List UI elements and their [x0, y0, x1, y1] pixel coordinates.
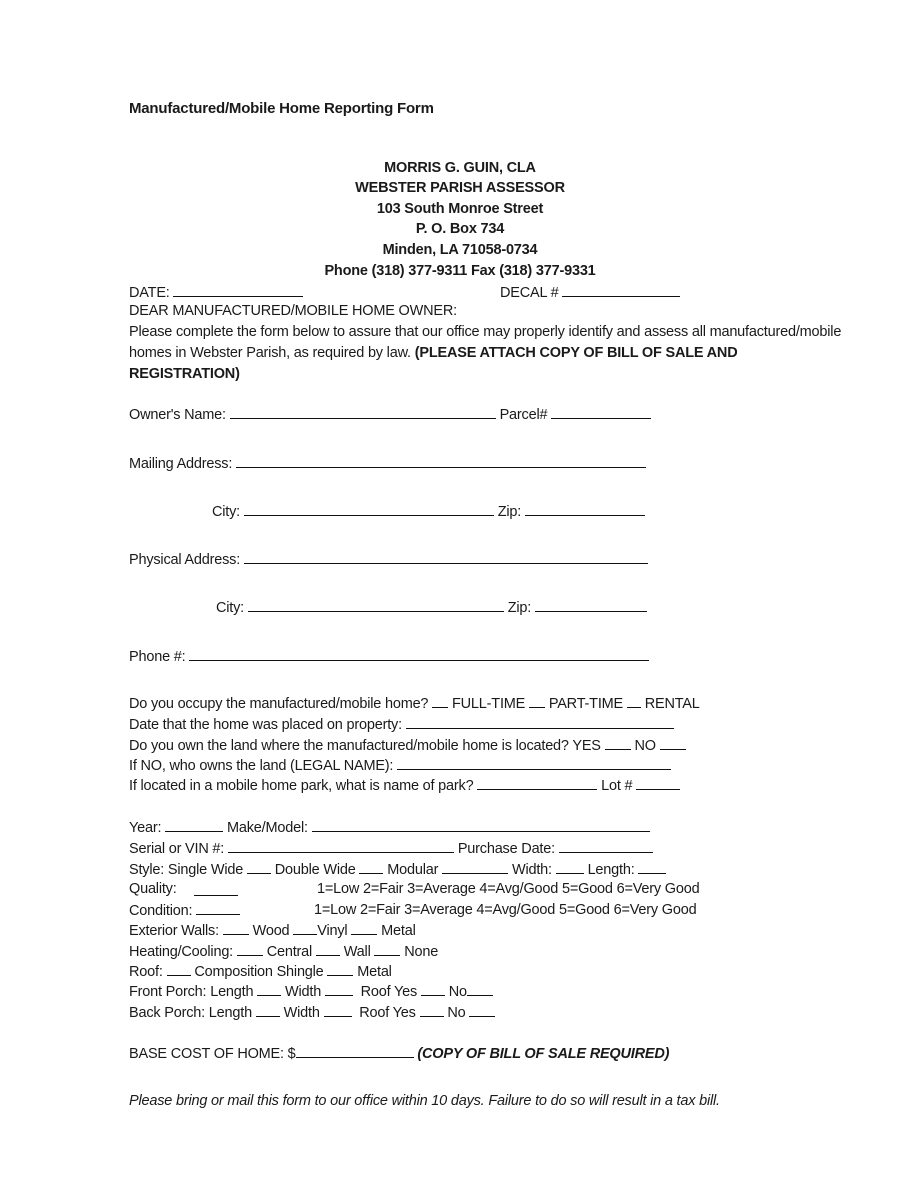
roof-label: Roof: [129, 964, 163, 980]
length-label: Length: [587, 862, 635, 878]
mailing-address-label: Mailing Address: [129, 456, 233, 472]
modular-field[interactable] [442, 860, 508, 874]
back-porch-no-field[interactable] [469, 1003, 495, 1017]
double-wide-field[interactable] [359, 860, 383, 874]
date-field[interactable] [173, 283, 303, 297]
parcel-field[interactable] [551, 405, 651, 419]
park-field[interactable] [477, 776, 597, 790]
composition-shingle-field[interactable] [167, 962, 191, 976]
condition-scale: 1=Low 2=Fair 3=Average 4=Avg/Good 5=Good 6=Very Good [314, 902, 697, 918]
style-single-wide-label: Style: Single Wide [129, 862, 244, 878]
intro-line-3: REGISTRATION) [129, 366, 240, 382]
form-title: Manufactured/Mobile Home Reporting Form [129, 100, 434, 117]
back-porch-length-label: Back Porch: Length [129, 1005, 252, 1021]
owners-name-row [129, 405, 651, 424]
back-porch-yes-field[interactable] [420, 1003, 444, 1017]
wood-label: Wood [252, 923, 290, 939]
base-cost-note: (COPY OF BILL OF SALE REQUIRED) [417, 1046, 670, 1062]
own-land-label: Do you own the land where the manufactured/mobile home is located? YES [129, 738, 601, 754]
back-porch-length-field[interactable] [256, 1003, 280, 1017]
mailing-zip-field[interactable] [525, 502, 645, 516]
year-field[interactable] [165, 818, 223, 832]
roof-metal-field[interactable] [327, 962, 353, 976]
physical-address-label: Physical Address: [129, 552, 241, 568]
own-land-yes-field[interactable] [605, 736, 631, 750]
office-city-state-zip: Minden, LA 71058-0734 [382, 242, 538, 258]
assessor-name: MORRIS G. GUIN, CLA [384, 160, 536, 176]
date-placed-field[interactable] [406, 715, 674, 729]
full-time-label: FULL-TIME [452, 696, 526, 712]
date-placed-label: Date that the home was placed on property: [129, 717, 402, 733]
date-label: DATE: [129, 285, 170, 301]
condition-row [129, 901, 240, 920]
front-porch-no-label: No [448, 984, 467, 1000]
front-porch-length-label: Front Porch: Length [129, 984, 254, 1000]
front-porch-roof-yes-label: Roof Yes [360, 984, 418, 1000]
front-porch-length-field[interactable] [257, 982, 281, 996]
purchase-date-field[interactable] [559, 839, 653, 853]
roof-row [129, 962, 392, 981]
length-field[interactable] [638, 860, 666, 874]
year-make-row [129, 818, 650, 837]
office-phone-fax: Phone (318) 377-9311 Fax (318) 377-9331 [324, 263, 596, 279]
assessor-office: WEBSTER PARISH ASSESSOR [355, 180, 565, 196]
back-porch-row [129, 1003, 495, 1022]
intro-line-2-text: homes in Webster Parish, as required by law. [129, 345, 411, 361]
physical-zip-field[interactable] [535, 598, 647, 612]
make-model-field[interactable] [312, 818, 650, 832]
owners-name-label: Owner's Name: [129, 407, 226, 423]
physical-city-row [216, 598, 647, 617]
parcel-label: Parcel# [499, 407, 548, 423]
quality-scale: 1=Low 2=Fair 3=Average 4=Avg/Good 5=Good 6=Very Good [317, 881, 700, 897]
office-po-box: P. O. Box 734 [415, 221, 505, 237]
physical-zip-label: Zip: [507, 600, 532, 616]
base-cost-field[interactable] [296, 1044, 414, 1058]
central-field[interactable] [237, 942, 263, 956]
none-label: None [404, 944, 439, 960]
park-row [129, 776, 680, 795]
back-porch-no-label: No [447, 1005, 466, 1021]
base-cost-row [129, 1044, 669, 1063]
mailing-address-field[interactable] [236, 454, 646, 468]
intro-line-2 [129, 344, 737, 362]
decal-field[interactable] [562, 283, 680, 297]
front-porch-width-field[interactable] [325, 982, 353, 996]
roof-metal-label: Metal [357, 964, 392, 980]
footer-note: Please bring or mail this form to our office within 10 days. Failure to do so will result in a tax bill. [129, 1093, 720, 1109]
back-porch-roof-yes-label: Roof Yes [359, 1005, 416, 1021]
own-land-no-label: NO [634, 738, 656, 754]
central-label: Central [266, 944, 313, 960]
front-porch-yes-field[interactable] [421, 982, 445, 996]
land-owner-label: If NO, who owns the land (LEGAL NAME): [129, 758, 394, 774]
intro-line-1: Please complete the form below to assure that our office may properly identify and assess all manufactured/mobile [129, 324, 842, 340]
date-placed-row [129, 715, 674, 734]
physical-address-row [129, 550, 648, 569]
own-land-row [129, 736, 686, 755]
rental-label: RENTAL [644, 696, 700, 712]
year-label: Year: [129, 820, 162, 836]
serial-field[interactable] [228, 839, 454, 853]
front-porch-no-field[interactable] [467, 982, 493, 996]
rental-field[interactable] [627, 694, 641, 708]
full-time-field[interactable] [432, 694, 448, 708]
part-time-field[interactable] [529, 694, 545, 708]
base-cost-label: BASE COST OF HOME: $ [129, 1046, 296, 1062]
back-porch-width-field[interactable] [324, 1003, 352, 1017]
quality-label: Quality: [129, 881, 177, 897]
style-row [129, 860, 666, 879]
make-model-label: Make/Model: [227, 820, 308, 836]
wall-label: Wall [343, 944, 371, 960]
condition-field[interactable] [196, 901, 240, 915]
width-label: Width: [511, 862, 552, 878]
double-wide-label: Double Wide [274, 862, 356, 878]
mailing-city-label: City: [212, 504, 241, 520]
physical-city-label: City: [216, 600, 245, 616]
land-owner-row [129, 756, 671, 775]
physical-city-field[interactable] [248, 598, 504, 612]
occupy-question: Do you occupy the manufactured/mobile home? [129, 696, 429, 712]
front-porch-width-label: Width [285, 984, 322, 1000]
intro-line-2-bold: (PLEASE ATTACH COPY OF BILL OF SALE AND [414, 345, 738, 361]
wall-field[interactable] [316, 942, 340, 956]
single-wide-field[interactable] [247, 860, 271, 874]
vinyl-label: Vinyl [317, 923, 348, 939]
park-label: If located in a mobile home park, what is name of park? [129, 778, 474, 794]
exterior-walls-row [129, 921, 416, 940]
occupy-row [129, 694, 700, 713]
back-porch-width-label: Width [283, 1005, 320, 1021]
phone-row [129, 647, 649, 666]
decal-label: DECAL # [500, 285, 559, 301]
purchase-date-label: Purchase Date: [457, 841, 555, 857]
vinyl-field[interactable] [293, 921, 317, 935]
phone-field[interactable] [189, 647, 649, 661]
office-street: 103 South Monroe Street [376, 201, 544, 217]
width-field[interactable] [556, 860, 584, 874]
metal-label: Metal [381, 923, 416, 939]
quality-row [129, 880, 177, 898]
land-owner-field[interactable] [397, 756, 671, 770]
mailing-city-row [212, 502, 645, 521]
composition-shingle-label: Composition Shingle [194, 964, 324, 980]
serial-row [129, 839, 653, 858]
decal-row [500, 283, 680, 302]
salutation: DEAR MANUFACTURED/MOBILE HOME OWNER: [129, 303, 457, 319]
quality-field[interactable] [194, 882, 238, 896]
wood-field[interactable] [223, 921, 249, 935]
modular-label: Modular [387, 862, 439, 878]
owners-name-field[interactable] [230, 405, 496, 419]
mailing-zip-label: Zip: [497, 504, 522, 520]
serial-label: Serial or VIN #: [129, 841, 225, 857]
mailing-city-field[interactable] [244, 502, 494, 516]
heating-cooling-row [129, 942, 438, 961]
exterior-walls-label: Exterior Walls: [129, 923, 219, 939]
heating-cooling-label: Heating/Cooling: [129, 944, 234, 960]
condition-label: Condition: [129, 903, 193, 919]
metal-field[interactable] [351, 921, 377, 935]
own-land-no-field[interactable] [660, 736, 686, 750]
date-row [129, 283, 303, 302]
front-porch-row [129, 982, 493, 1001]
part-time-label: PART-TIME [548, 696, 624, 712]
lot-label: Lot # [601, 778, 633, 794]
physical-address-field[interactable] [244, 550, 648, 564]
phone-label: Phone #: [129, 649, 186, 665]
mailing-address-row [129, 454, 646, 473]
none-field[interactable] [374, 942, 400, 956]
lot-field[interactable] [636, 776, 680, 790]
